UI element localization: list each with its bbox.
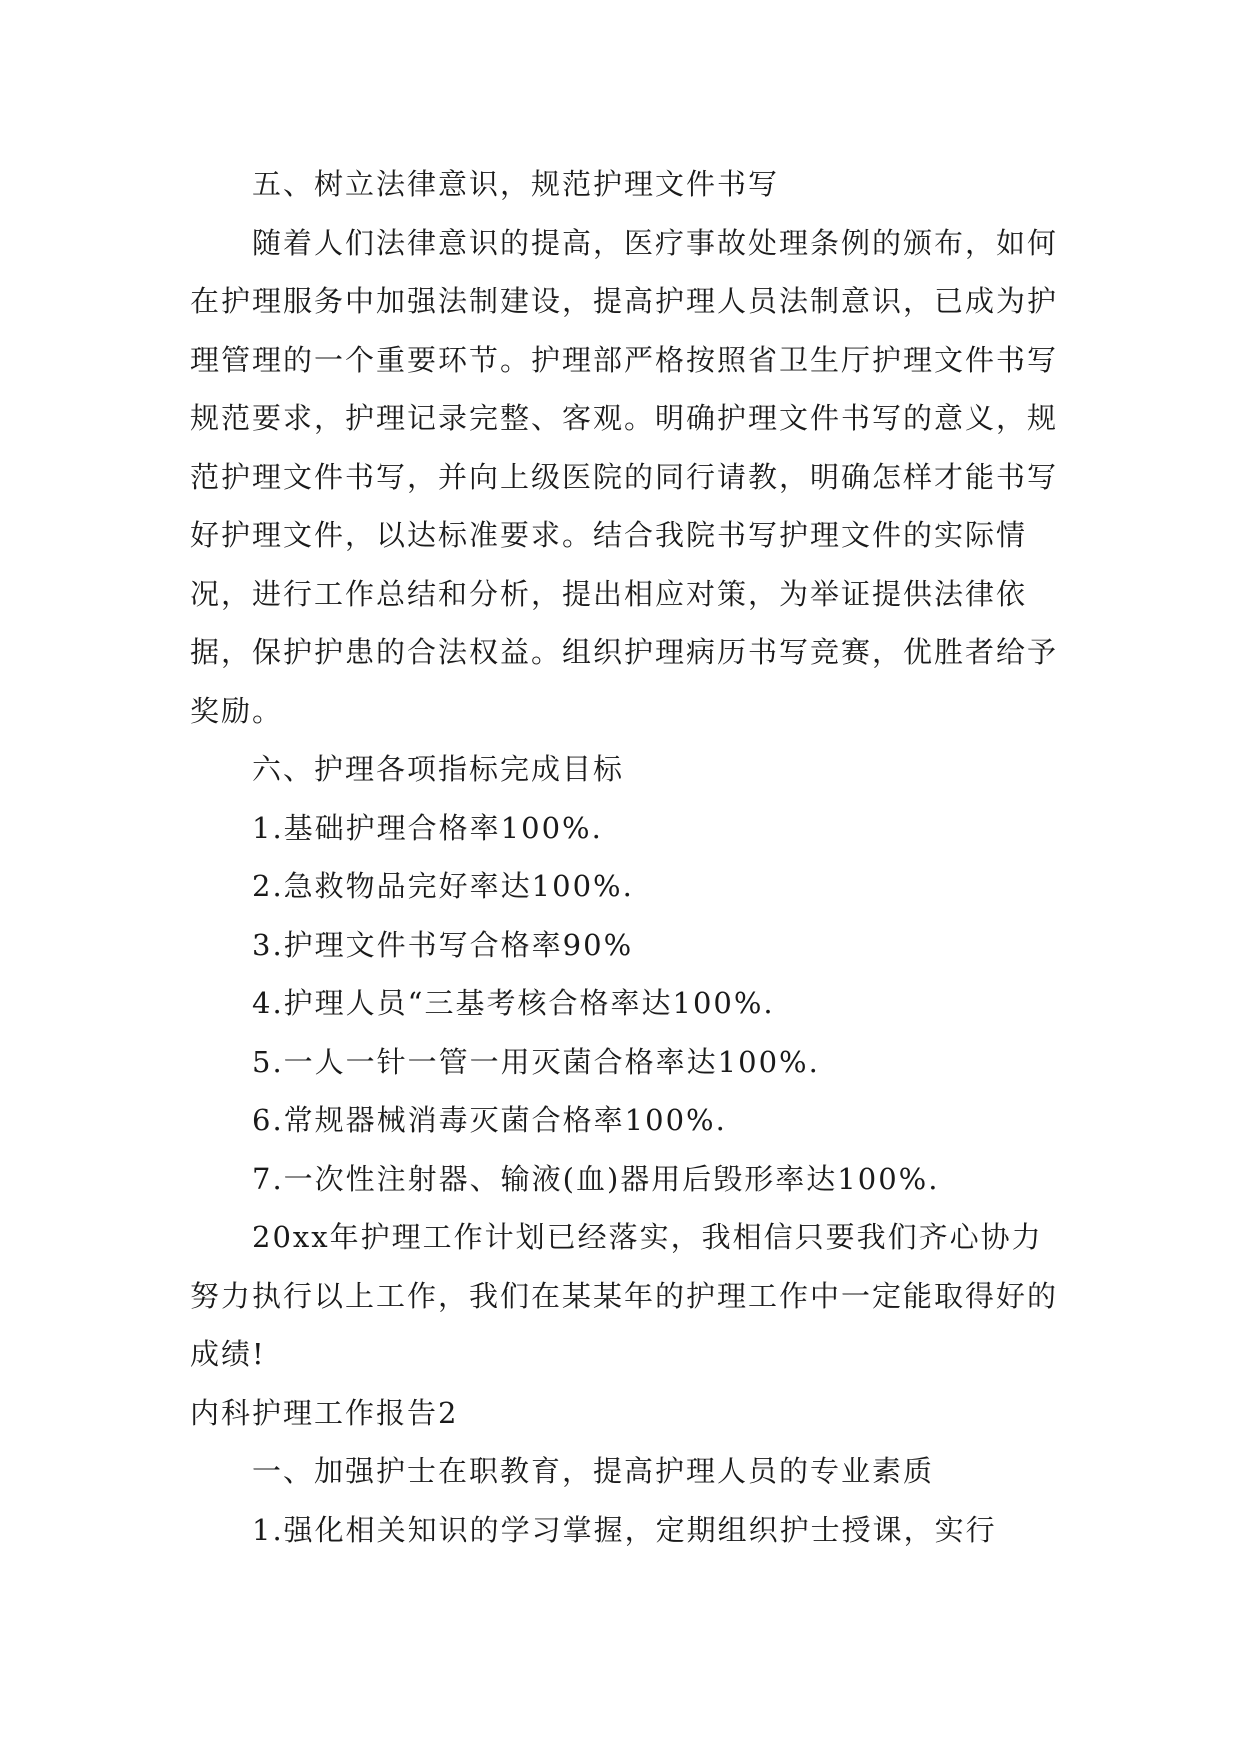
section-heading-5: 五、树立法律意识，规范护理文件书写 [252,167,780,201]
list-item-2: 2.急救物品完好率达100%. [252,869,634,903]
report-title-2: 内科护理工作报告2 [190,1395,459,1430]
section-heading-6: 六、护理各项指标完成目标 [252,752,625,786]
paragraph-conclusion: 20xx年护理工作计划已经落实，我相信只要我们齐心协力努力执行以上工作，我们在某某年的护理工作中一定能取得好的成绩! [190,1220,1059,1371]
list-item-continued-1: 1.强化相关知识的学习掌握，定期组织护士授课，实行 [252,1512,997,1547]
list-item-4: 4.护理人员“三基考核合格率达100%. [252,986,775,1020]
document-body [190,155,1070,1559]
list-item-3: 3.护理文件书写合格率90% [252,927,634,962]
list-item-1: 1.基础护理合格率100%. [252,810,603,845]
list-item-7: 7.一次性注射器、输液(血)器用后毁形率达100%. [252,1161,940,1196]
list-item-5: 5.一人一针一管一用灭菌合格率达100%. [252,1044,820,1079]
section-heading-1: 一、加强护士在职教育，提高护理人员的专业素质 [252,1454,935,1488]
list-item-6: 6.常规器械消毒灭菌合格率100%. [252,1103,727,1137]
paragraph-legal-awareness: 随着人们法律意识的提高，医疗事故处理条例的颁布，如何在护理服务中加强法制建设，提高护理人员法制意识，已成为护理管理的一个重要环节。护理部严格按照省卫生厅护理文件书写规范要求，护理记录完整、客观。明确护理文件书写的意义，规范护理文件书写，并向上级医院的同行请教，明确怎样才能书写好护理文件，以达标准要求。结合我院书写护理文件的实际情况，进行工作总结和分析，提出相应对策，为举证提供法律依据，保护护患的合法权益。组织护理病历书写竞赛，优胜者给予奖励。 [190,225,1059,728]
